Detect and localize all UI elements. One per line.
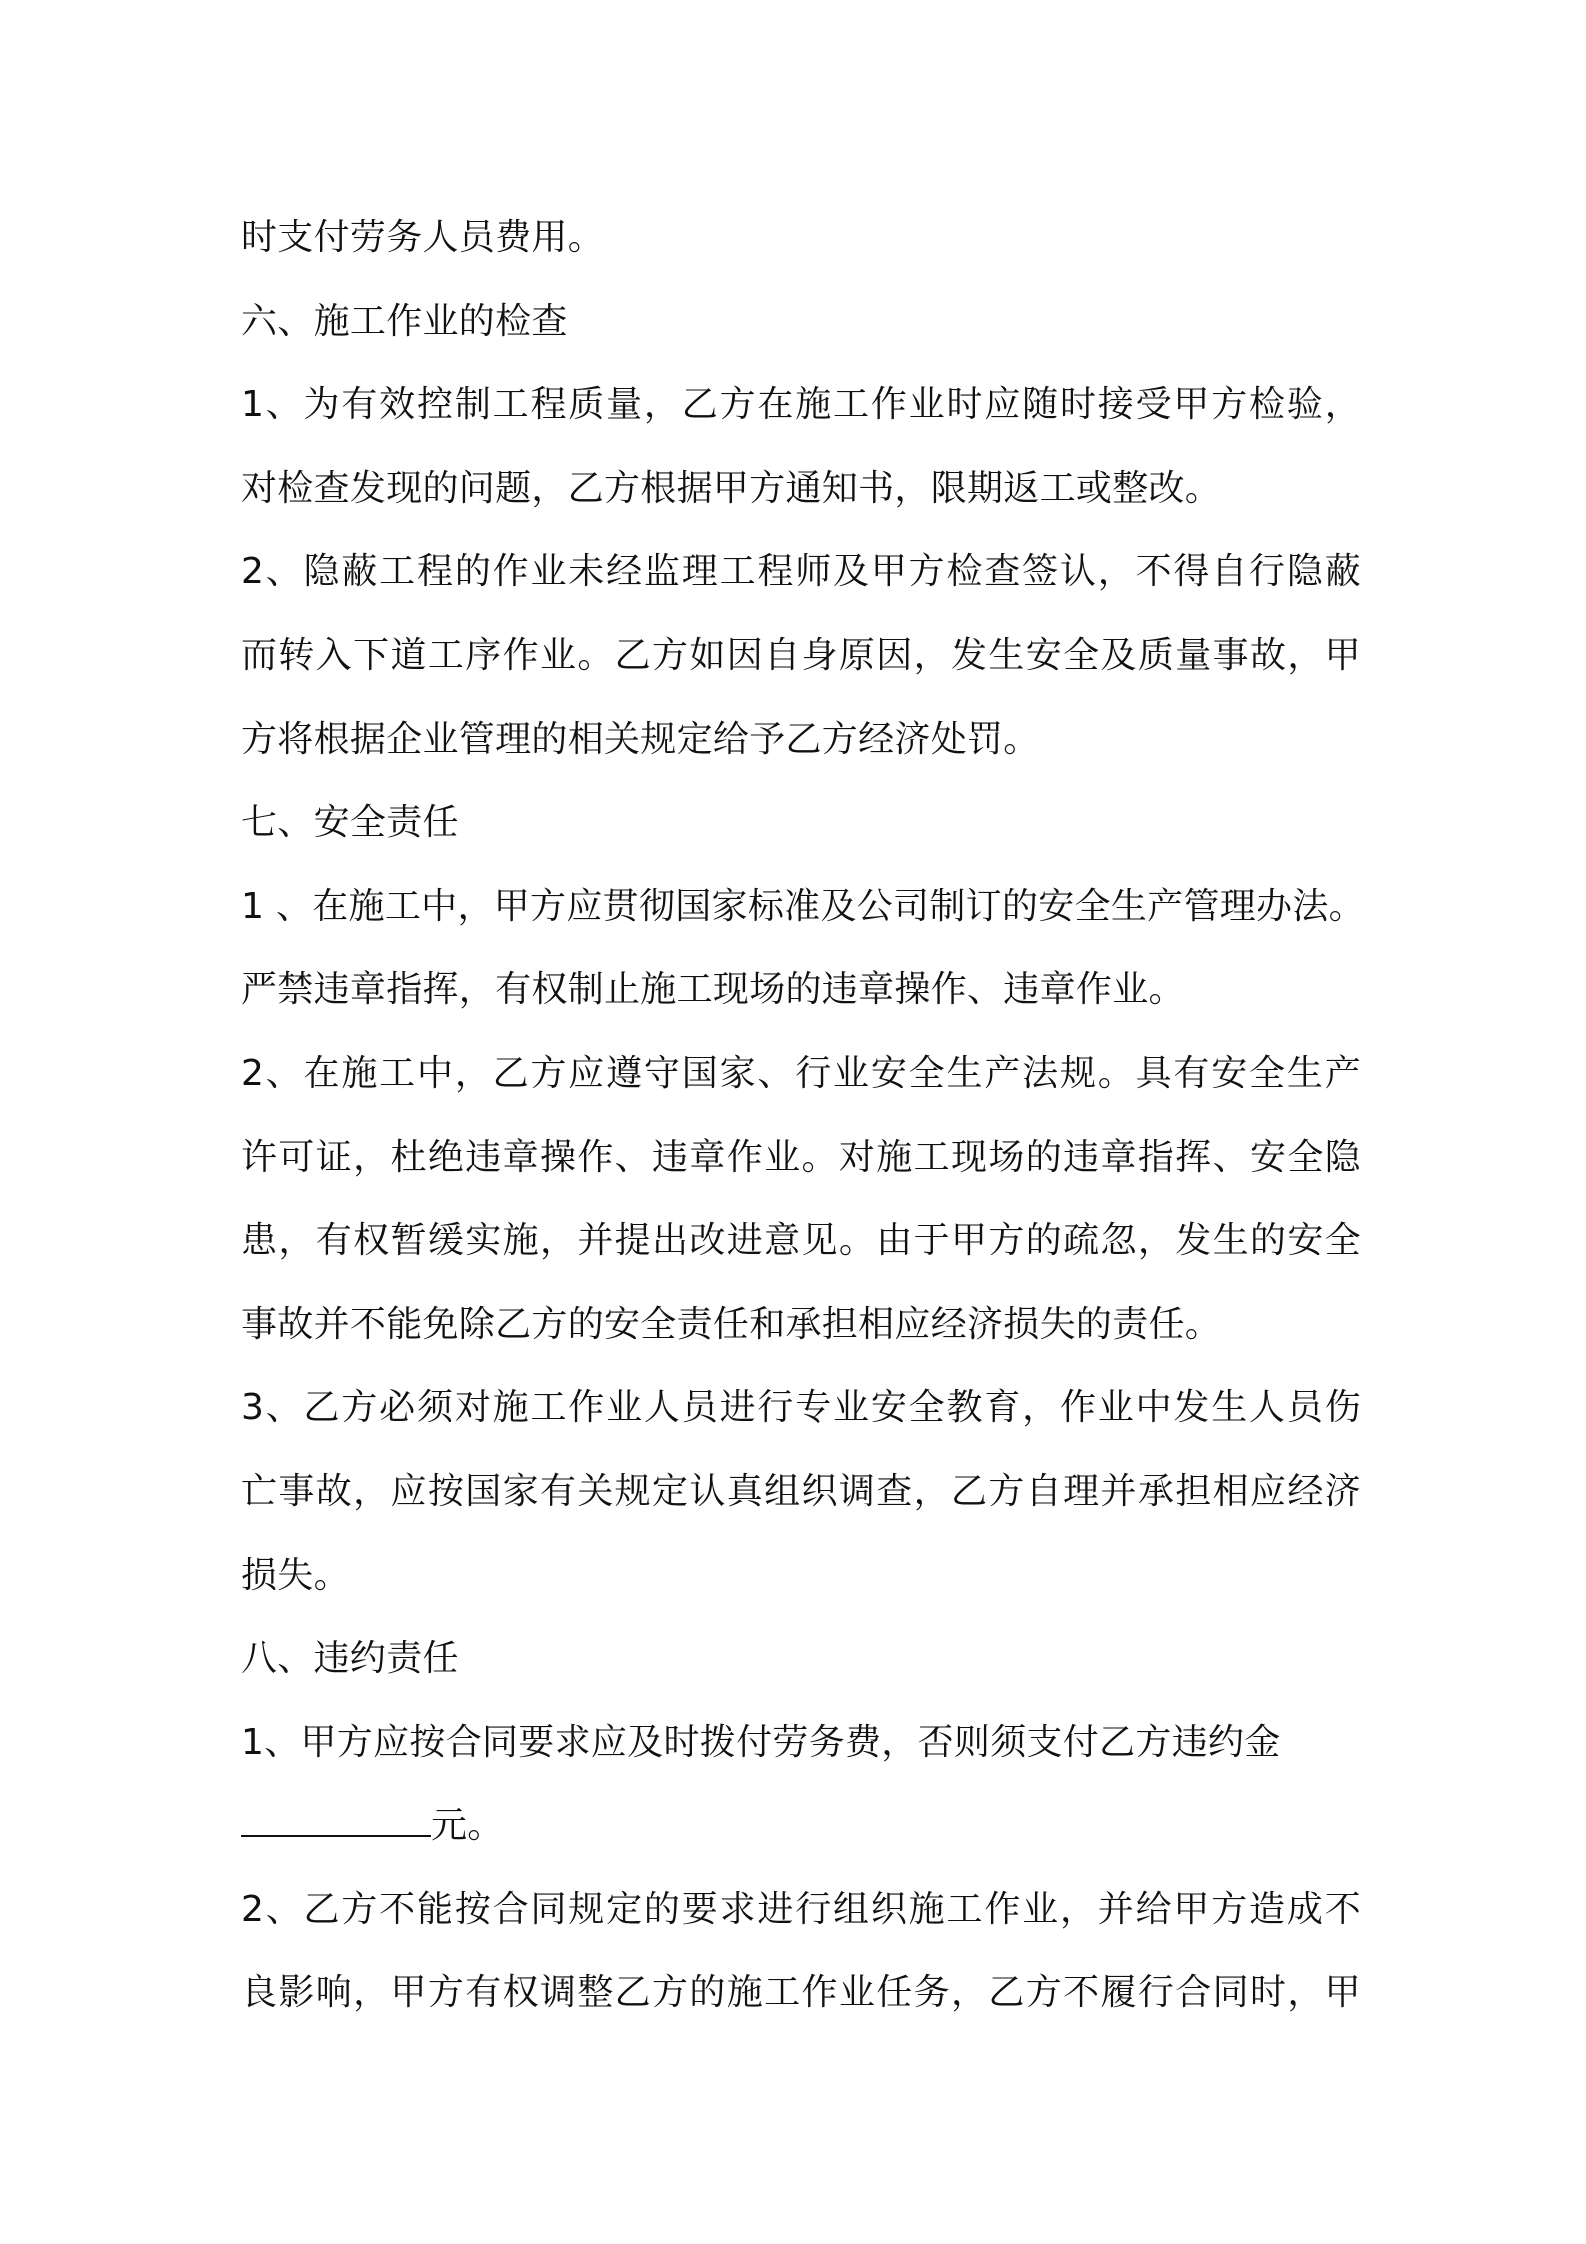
currency-unit: 元。	[431, 1805, 504, 1847]
section-heading-safety: 七、安全责任	[241, 802, 459, 844]
section-heading-breach: 八、违约责任	[241, 1638, 459, 1680]
text-line: 3、乙方必须对施工作业人员进行专业安全教育，作业中发生人员伤	[241, 1387, 1361, 1429]
text-line: 方将根据企业管理的相关规定给予乙方经济处罚。	[241, 718, 1040, 760]
text-line: 事故并不能免除乙方的安全责任和承担相应经济损失的责任。	[241, 1303, 1222, 1345]
section-heading-inspection: 六、施工作业的检查	[241, 300, 568, 342]
penalty-amount-line	[241, 1784, 1361, 1868]
text-line: 1 、在施工中，甲方应贯彻国家标准及公司制订的安全生产管理办法。	[241, 885, 1365, 927]
text-line: 2、在施工中，乙方应遵守国家、行业安全生产法规。具有安全生产	[241, 1052, 1361, 1094]
text-line: 损失。	[241, 1554, 350, 1596]
text-line: 1、为有效控制工程质量，乙方在施工作业时应随时接受甲方检验，	[241, 384, 1361, 426]
text-line: 2、乙方不能按合同规定的要求进行组织施工作业，并给甲方造成不	[241, 1888, 1361, 1930]
amount-blank-field	[241, 1801, 431, 1837]
text-line: 亡事故，应按国家有关规定认真组织调查，乙方自理并承担相应经济	[241, 1470, 1361, 1512]
text-line: 许可证，杜绝违章操作、违章作业。对施工现场的违章指挥、安全隐	[241, 1136, 1361, 1178]
text-line: 时支付劳务人员费用。	[241, 217, 605, 258]
text-line: 1、甲方应按合同要求应及时拨付劳务费，否则须支付乙方违约金	[241, 1721, 1281, 1763]
text-line: 患，有权暂缓实施，并提出改进意见。由于甲方的疏忽，发生的安全	[241, 1220, 1361, 1262]
document-body	[241, 196, 1365, 2035]
text-line: 良影响，甲方有权调整乙方的施工作业任务，乙方不履行合同时，甲	[241, 1972, 1361, 2014]
text-line: 严禁违章指挥，有权制止施工现场的违章操作、违章作业。	[241, 969, 1185, 1011]
text-line: 对检查发现的问题，乙方根据甲方通知书，限期返工或整改。	[241, 467, 1222, 509]
text-line: 而转入下道工序作业。乙方如因自身原因，发生安全及质量事故，甲	[241, 634, 1361, 676]
text-line: 2、隐蔽工程的作业未经监理工程师及甲方检查签认，不得自行隐蔽	[241, 551, 1361, 593]
